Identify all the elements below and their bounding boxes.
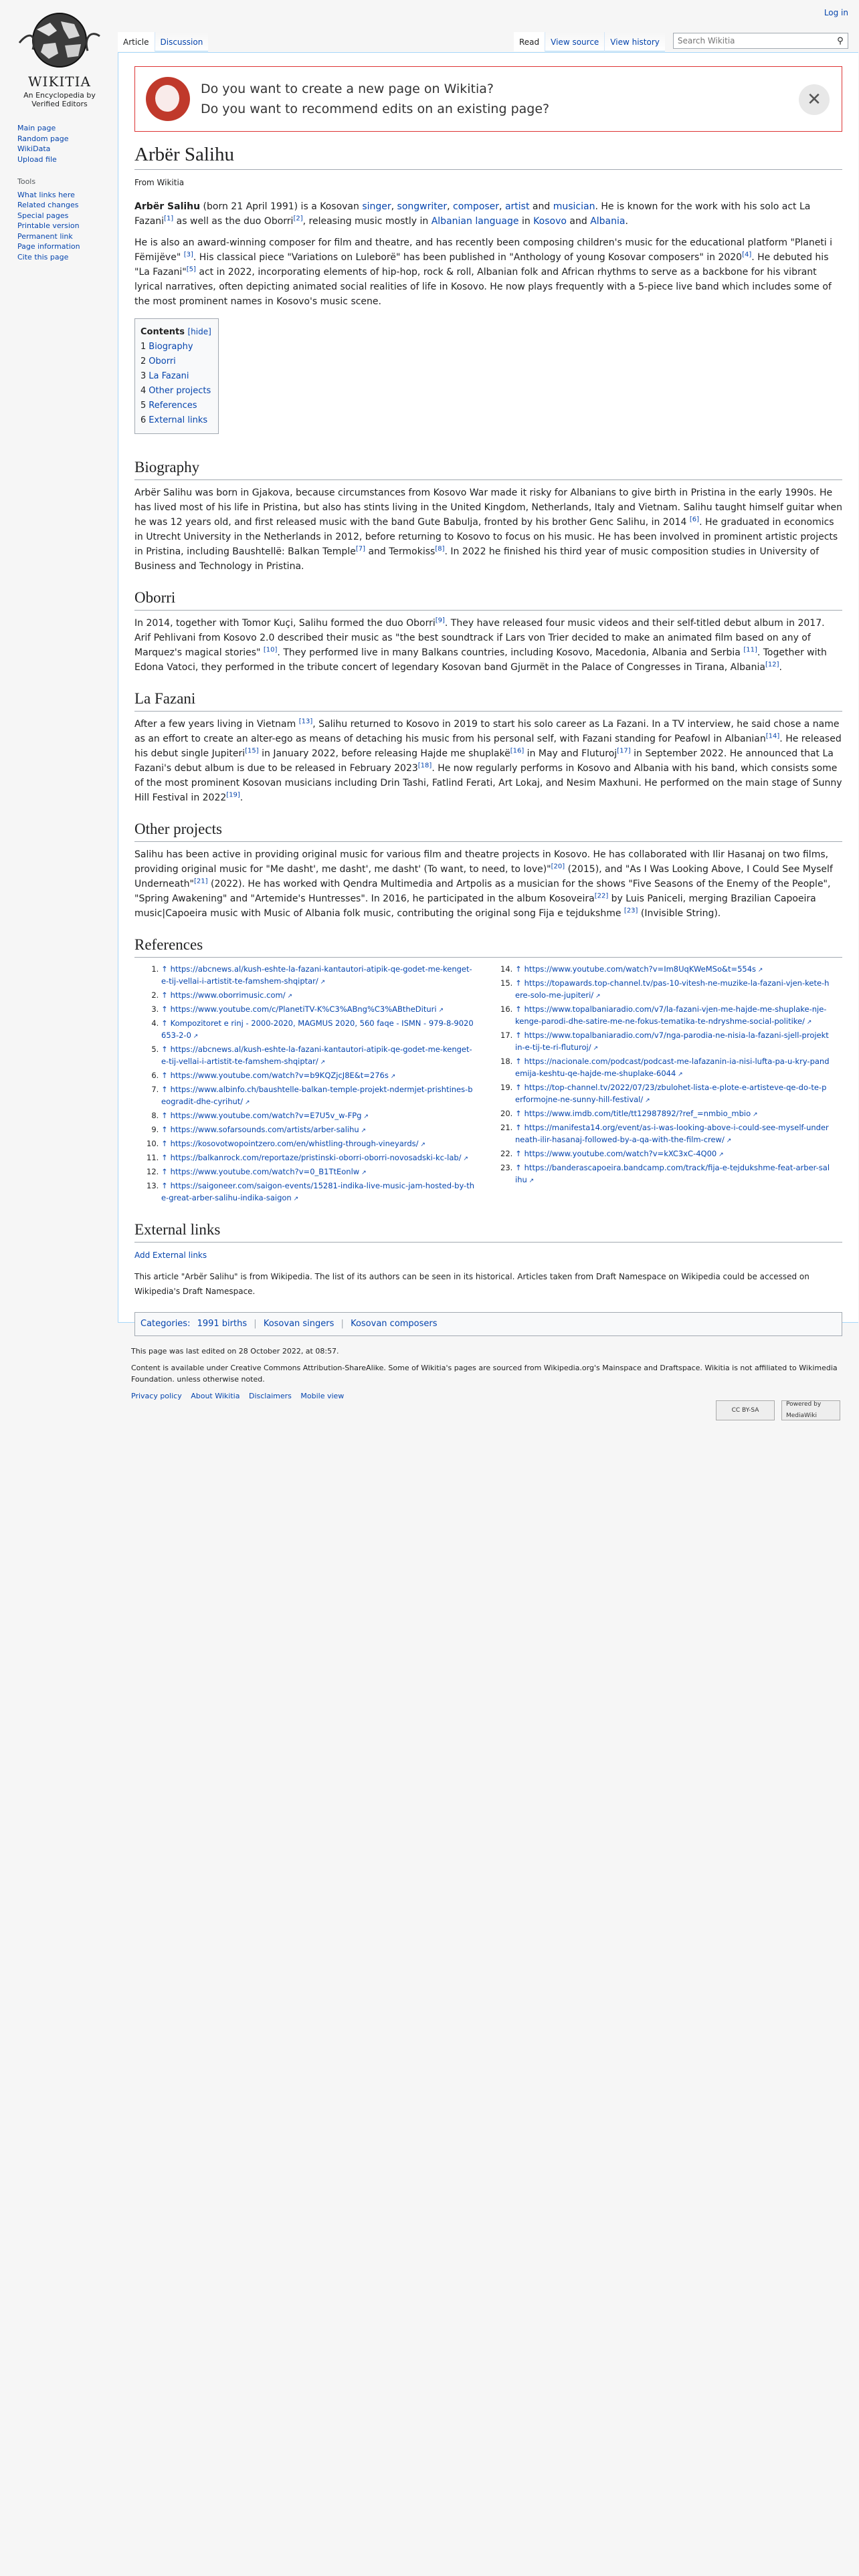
reference-item — [161, 1109, 476, 1123]
reference-item — [161, 1180, 476, 1205]
mediawiki-badge[interactable]: Powered by MediaWiki — [781, 1400, 840, 1420]
references-column-left — [134, 963, 488, 1206]
backlink-arrow-icon[interactable]: ↑ — [161, 1045, 168, 1054]
search-icon[interactable]: ⚲ — [837, 35, 844, 46]
reference-item — [161, 1043, 476, 1069]
reference-item — [161, 963, 476, 988]
close-icon[interactable]: ✕ — [799, 84, 830, 115]
heading-biography: Biography — [134, 457, 842, 480]
cc-license-badge[interactable]: CC BY-SA — [716, 1400, 775, 1420]
reference-item — [515, 963, 830, 976]
reference-item — [515, 1107, 830, 1121]
toc-item-external-links[interactable]: 6 External links — [140, 415, 208, 425]
backlink-arrow-icon[interactable]: ↑ — [515, 1109, 522, 1118]
page-title: Arbër Salihu — [134, 142, 842, 170]
namespace-tabs — [118, 32, 208, 51]
backlink-arrow-icon[interactable]: ↑ — [515, 1163, 522, 1172]
heading-other-projects: Other projects — [134, 819, 842, 842]
heading-la-fazani: La Fazani — [134, 688, 842, 712]
sidebar-tools-heading: Tools — [17, 177, 36, 186]
site-tagline: An Encyclopedia by Verified Editors — [23, 91, 96, 108]
table-of-contents — [134, 318, 219, 434]
toc-hide-toggle[interactable]: [hide] — [187, 327, 211, 336]
toc-item-la-fazani[interactable]: 3 La Fazani — [140, 371, 189, 381]
reference-link[interactable]: https://balkanrock.com/reportaze/pristinski-oborri-oborri-novosadski-kc-lab/ ↗ — [171, 1153, 468, 1162]
banner-question-create[interactable]: Do you want to create a new page on Wikitia? — [201, 82, 494, 96]
backlink-arrow-icon[interactable]: ↑ — [161, 1167, 168, 1176]
toc-item-references[interactable]: 5 References — [140, 401, 197, 411]
tab-article[interactable]: Article — [118, 32, 155, 51]
backlink-arrow-icon[interactable]: ↑ — [515, 1149, 522, 1158]
login-link[interactable]: Log in — [824, 8, 848, 17]
sidebar-item-what-links-here[interactable]: What links here — [17, 190, 75, 199]
category-kosovan-singers[interactable]: Kosovan singers — [263, 1319, 335, 1329]
backlink-arrow-icon[interactable]: ↑ — [515, 1031, 522, 1040]
reference-link[interactable]: https://www.imdb.com/title/tt12987892/?ref_=nmbio_mbio ↗ — [524, 1109, 758, 1118]
reference-link[interactable]: https://nacionale.com/podcast/podcast-me-lafazanin-ia-nisi-lufta-pa-u-kry-pandemija-keshtu-qe-hajde-me-shuplake-6044 ↗ — [515, 1057, 830, 1078]
category-1991-births[interactable]: 1991 births — [197, 1319, 248, 1329]
site-sub: From Wikitia — [134, 178, 185, 187]
attribution-note: This article "Arbër Salihu" is from Wikipedia. The list of its authors can be seen in its historical. Articles taken from Draft Namespace on Wikipedia could be accessed on Wikipedia's Draft Namespace. — [134, 1272, 809, 1296]
backlink-arrow-icon[interactable]: ↑ — [161, 1153, 168, 1162]
backlink-arrow-icon[interactable]: ↑ — [161, 1111, 168, 1120]
reference-item — [161, 1138, 476, 1151]
heading-external-links: External links — [134, 1219, 842, 1243]
sidebar-item-cite-this-page[interactable]: Cite this page — [17, 252, 69, 261]
site-logo[interactable] — [9, 9, 110, 108]
reference-link[interactable]: https://www.youtube.com/watch?v=Im8UqKWeMSo&t=554s ↗ — [524, 964, 763, 974]
backlink-arrow-icon[interactable]: ↑ — [161, 1181, 168, 1190]
reference-link[interactable]: https://banderascapoeira.bandcamp.com/track/fija-e-tejdukshme-feat-arber-salihu ↗ — [515, 1163, 830, 1184]
backlink-arrow-icon[interactable]: ↑ — [515, 1004, 522, 1014]
banner-text — [201, 79, 549, 119]
backlink-arrow-icon[interactable]: ↑ — [161, 1125, 168, 1134]
reference-item — [161, 1003, 476, 1016]
footer-privacy-policy[interactable]: Privacy policy — [131, 1392, 182, 1400]
license-text: Content is available under Creative Commons Attribution-ShareAlike. Some of Wikitia's pages are sourced from Wikipedia.org's Mainspace and Draftspace. Wikitia is not affiliated to Wikimedia Foundation. unless otherwise noted. — [131, 1364, 838, 1384]
category-kosovan-composers[interactable]: Kosovan composers — [351, 1319, 438, 1329]
wikitia-badge-icon — [146, 77, 190, 121]
reference-item — [515, 1003, 830, 1029]
toc-item-biography[interactable]: 1 Biography — [140, 342, 193, 352]
sidebar-item-printable-version[interactable]: Printable version — [17, 221, 80, 230]
reference-link[interactable]: https://top-channel.tv/2022/07/23/zbulohet-lista-e-plote-e-artisteve-qe-do-te-performojne-ne-sunny-hill-festival/ ↗ — [515, 1083, 826, 1104]
sidebar-item-special-pages[interactable]: Special pages — [17, 211, 69, 220]
sidebar-navigation — [17, 123, 111, 165]
category-links: Categories: 1991 births | Kosovan singers | Kosovan composers — [134, 1312, 842, 1336]
backlink-arrow-icon[interactable]: ↑ — [161, 1139, 168, 1148]
site-name: WIKITIA — [28, 74, 91, 90]
backlink-arrow-icon[interactable]: ↑ — [161, 964, 168, 974]
other-projects-paragraph: Salihu has been active in providing original music for various film and theatre projects in Kosovo. He has collaborated with Ilir Hasanaj on two films, providing original music for "Me dasht', me dasht', me dasht' (To want, to need, to love)"[20] (2015), and "As I Was Looking Above, I Could See Myself Underneath"[21] (2022). He has worked with Qendra Multimedia and Artpolis as a musician for the shows "Five Seasons of the Enemy of the People", "Spring Awakening" and "Artemide's Huntresses". In 2016, he participated in the album Kosoveira[22] by Luis Paniceli, merging Brazilian Capoeira music|Capoeira music with Music of Albania folk music, contributing the original song Fija e tejdukshme [23] (Invisible String). — [134, 849, 833, 919]
reference-link[interactable]: https://www.youtube.com/watch?v=E7U5v_w-FPg ↗ — [171, 1111, 369, 1120]
sidebar — [17, 123, 111, 274]
backlink-arrow-icon[interactable]: ↑ — [515, 1083, 522, 1092]
backlink-arrow-icon[interactable]: ↑ — [161, 990, 168, 1000]
reference-item — [515, 1148, 830, 1161]
reference-link[interactable]: Kompozitoret e rinj - 2000-2020, MAGMUS 2020, 560 faqe - ISMN - 979-8-9020653-2-0 ↗ — [161, 1018, 474, 1040]
sidebar-tools — [17, 177, 111, 262]
intro-paragraph-1: Arbër Salihu (born 21 April 1991) is a Kosovan singer, songwriter, composer, artist and musician. He is known for the work with his solo act La Fazani[1] as well as the duo Oborri[2], releasing music mostly in Albanian language in Kosovo and Albania. — [134, 201, 811, 227]
reference-link[interactable]: https://abcnews.al/kush-eshte-la-fazani-kantautori-atipik-qe-godet-me-kenget-e-tij-vellai-i-artistit-te-famshem-shqiptar/ ↗ — [161, 964, 472, 986]
la-fazani-paragraph: After a few years living in Vietnam [13], Salihu returned to Kosovo in 2019 to start his solo career as La Fazani. In a TV interview, he said chose a name as an effort to create an alter-ego as means of detaching his music from his personal self, with Fazani standing for Peafowl in Albanian[14]. He released his debut single Jupiteri[15] in January 2022, before releasing Hajde me shuplakë[16] in May and Fluturoj[17] in September 2022. He announced that La Fazani's debut album is due to be released in February 2023[18]. He now regularly performs in Kosovo and Albania with his band, which consists some of the most prominent Kosovan musicians including Drin Tashi, Fatlind Ferati, Art Lokaj, and Nesim Maxhuni. He performed on the main stage of Sunny Hill Festival in 2022[19]. — [134, 718, 842, 803]
banner-question-edit[interactable]: Do you want to recommend edits on an existing page? — [201, 102, 550, 116]
reference-item — [161, 1069, 476, 1083]
globe-icon — [17, 9, 102, 70]
categories-label[interactable]: Categories: — [140, 1319, 191, 1329]
references-list — [134, 963, 842, 1206]
reference-link[interactable]: https://saigoneer.com/saigon-events/15281-indika-live-music-jam-hosted-by-the-great-arber-salihu-indika-saigon ↗ — [161, 1181, 474, 1202]
reference-item — [515, 1055, 830, 1081]
reference-link[interactable]: https://www.albinfo.ch/baushtelle-balkan-temple-projekt-ndermjet-prishtines-beogradit-dhe-cyrihut/ ↗ — [161, 1085, 473, 1106]
reference-item — [161, 1017, 476, 1043]
reference-link[interactable]: https://www.sofarsounds.com/artists/arber-salihu ↗ — [171, 1125, 366, 1134]
heading-references: References — [134, 934, 842, 958]
intro-paragraph-2: He is also an award-winning composer for film and theatre, and has recently been composing children's music for the educational platform "Planeti i Fëmijëve" [3]. His classical piece "Variations on Luleborë" has been published in "Anthology of young Kosovar composers" in 2020[4]. He debuted his "La Fazani"[5] act in 2022, incorporating elements of hip-hop, rock & roll, Albanian folk and African rhythms to serve as a backbone for his vibrant lyrical narratives, often depicting animated social realities of life in Kosovo. He now plays frequently with a 5-piece live band which includes some of the most prominent names in Kosovo's music scene. — [134, 237, 833, 307]
footer-badges — [716, 1400, 840, 1420]
backlink-arrow-icon[interactable]: ↑ — [515, 1123, 522, 1132]
search-box — [673, 33, 848, 49]
sidebar-item-upload-file[interactable]: Upload file — [17, 154, 57, 164]
content-panel — [118, 52, 858, 1329]
reference-item — [161, 1083, 476, 1109]
sidebar-item-permanent-link[interactable]: Permanent link — [17, 231, 73, 241]
reference-link[interactable]: https://manifesta14.org/event/as-i-was-looking-above-i-could-see-myself-underneath-ilir-hasanaj-followed-by-a-qa-with-the-film-crew/ ↗ — [515, 1123, 829, 1144]
sidebar-item-main-page[interactable]: Main page — [17, 124, 56, 132]
oborri-paragraph: In 2014, together with Tomor Kuçi, Salihu formed the duo Oborri[9]. They have released four music videos and their self-titled debut album in 2017. Arif Pehlivani from Kosovo 2.0 described their music as "the best soundtrack if Lars von Trier decided to make an animated film based on any of Marquez's magical stories" [10]. They performed live in many Balkans countries, including Kosovo, Macedonia, Albania and Serbia [11]. Together with Edona Vatoci, they performed in the tribute concert of legendary Kosovan band Gjurmët in the Palace of Congresses in Tirana, Albania[12]. — [134, 617, 827, 673]
reference-item — [515, 1121, 830, 1147]
reference-link[interactable]: https://abcnews.al/kush-eshte-la-fazani-kantautori-atipik-qe-godet-me-kenget-e-tij-vellai-i-artistit-te-famshem-shqiptar/ ↗ — [161, 1045, 472, 1066]
reference-item — [515, 1162, 830, 1187]
footer-mobile-view[interactable]: Mobile view — [300, 1392, 345, 1400]
sidebar-item-random-page[interactable]: Random page — [17, 134, 69, 143]
backlink-arrow-icon[interactable]: ↑ — [515, 978, 522, 988]
toc-item-oborri[interactable]: 2 Oborri — [140, 356, 176, 366]
reference-link[interactable]: https://www.oborrimusic.com/ ↗ — [171, 990, 292, 1000]
tab-view-history[interactable]: View history — [604, 32, 665, 51]
reference-link[interactable]: https://www.youtube.com/c/PlanetiTV-K%C3%ABng%C3%ABtheDituri ↗ — [171, 1004, 444, 1014]
footer-disclaimers[interactable]: Disclaimers — [248, 1392, 292, 1400]
footer-about[interactable]: About Wikitia — [191, 1392, 240, 1400]
biography-paragraph: Arbër Salihu was born in Gjakova, because circumstances from Kosovo War made it risky for Albanians to give birth in Pristina in the early 1990s. He has lived most of his life in Pristina, but also has stints living in the United Kingdom, Netherlands, Italy and Vietnam. Salihu taught himself guitar when he was 12 years old, and first released music with the band Gute Babulja, fronted by his brother Genc Salihu, in 2014 [6]. He graduated in economics in Utrecht University in the Netherlands in 2012, before returning to Kosovo to focus on his music. He has been involved in prominent artistic projects in Pristina, including Baushtellë: Balkan Temple[7] and Termokiss[8]. In 2022 he finished his third year of music composition studies in University of Business and Technology in Pristina. — [134, 488, 842, 572]
heading-oborri: Oborri — [134, 587, 842, 611]
add-external-links-link[interactable]: Add External links — [134, 1251, 207, 1260]
reference-link[interactable]: https://www.topalbaniaradio.com/v7/la-fazani-vjen-me-hajde-me-shuplake-nje-kenge-parodi-dhe-satire-me-ne-fokus-tematika-te-ndryshme-social-politike/ ↗ — [515, 1004, 826, 1026]
reference-link[interactable]: https://kosovotwopointzero.com/en/whistling-through-vineyards/ ↗ — [171, 1139, 425, 1148]
reference-link[interactable]: https://www.youtube.com/watch?v=kXC3xC-4Q00 ↗ — [524, 1149, 724, 1158]
last-edited: This page was last edited on 28 October 2022, at 08:57. — [131, 1347, 339, 1356]
tab-discussion[interactable]: Discussion — [155, 32, 209, 51]
backlink-arrow-icon[interactable]: ↑ — [161, 1071, 168, 1080]
reference-item — [161, 1152, 476, 1165]
toc-item-other-projects[interactable]: 4 Other projects — [140, 386, 211, 396]
sidebar-item-related-changes[interactable]: Related changes — [17, 201, 79, 209]
backlink-arrow-icon[interactable]: ↑ — [515, 964, 522, 974]
reference-item — [161, 1123, 476, 1137]
backlink-arrow-icon[interactable]: ↑ — [161, 1018, 168, 1028]
search-input[interactable] — [674, 36, 833, 45]
backlink-arrow-icon[interactable]: ↑ — [515, 1057, 522, 1066]
reference-item — [515, 1081, 830, 1107]
create-page-banner — [134, 66, 842, 132]
reference-link[interactable]: https://www.youtube.com/watch?v=0_B1TtEonlw ↗ — [171, 1167, 367, 1176]
sidebar-item-wikidata[interactable]: WikiData — [17, 144, 51, 153]
reference-item — [161, 989, 476, 1002]
references-column-right — [488, 963, 842, 1206]
reference-item — [161, 1166, 476, 1179]
reference-link[interactable]: https://topawards.top-channel.tv/pas-10-vitesh-ne-muzike-la-fazani-vjen-kete-here-solo-me-jupiteri/ ↗ — [515, 978, 829, 1000]
footer — [131, 1346, 840, 1419]
sidebar-item-page-information[interactable]: Page information — [17, 242, 80, 251]
reference-link[interactable]: https://www.topalbaniaradio.com/v7/nga-parodia-ne-nisia-la-fazani-sjell-projektin-e-tij-te-ri-fluturoj/ ↗ — [515, 1031, 829, 1052]
view-tabs — [514, 32, 848, 51]
reference-item — [515, 977, 830, 1002]
tab-view-source[interactable]: View source — [545, 32, 604, 51]
backlink-arrow-icon[interactable]: ↑ — [161, 1085, 168, 1094]
reference-link[interactable]: https://www.youtube.com/watch?v=b9KQZjcJ8E&t=276s ↗ — [171, 1071, 396, 1080]
backlink-arrow-icon[interactable]: ↑ — [161, 1004, 168, 1014]
toc-title: Contents — [140, 327, 185, 337]
tab-read[interactable]: Read — [514, 32, 545, 51]
reference-item — [515, 1029, 830, 1055]
